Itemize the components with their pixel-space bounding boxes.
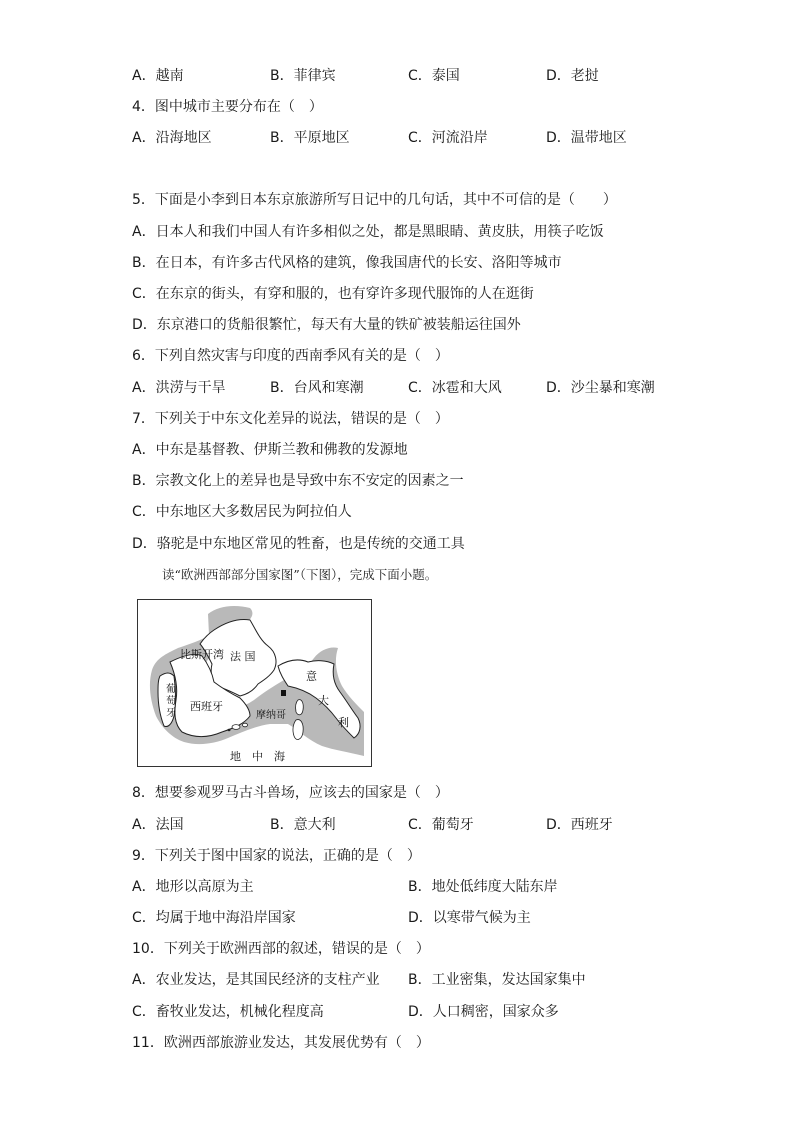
- q5-option-d: D．东京港口的货船很繁忙，每天有大量的铁矿被装船运往国外: [132, 317, 521, 333]
- q4-option-d: D．温带地区: [546, 130, 627, 146]
- q8-stem: 8．想要参观罗马古斗兽场，应该去的国家是（ ）: [132, 785, 449, 801]
- label-italy: 意: [306, 670, 317, 683]
- q9-stem: 9．下列关于图中国家的说法，正确的是（ ）: [132, 848, 421, 864]
- q6-stem: 6．下列自然灾害与印度的西南季风有关的是（ ）: [132, 348, 449, 364]
- label-italy: 利: [338, 716, 349, 729]
- q10-option-c: C．畜牧业发达，机械化程度高: [132, 1004, 324, 1020]
- corsica-shape: [296, 700, 304, 715]
- q10-option-d: D．人口稠密，国家众多: [408, 1004, 559, 1020]
- q8-option-c: C．葡萄牙: [408, 817, 474, 833]
- q6-option-d: D．沙尘暴和寒潮: [546, 380, 655, 396]
- q7-option-c: C．中东地区大多数居民为阿拉伯人: [132, 504, 352, 520]
- q4-option-b: B．平原地区: [270, 130, 350, 146]
- q5-option-b: B．在日本，有许多古代风格的建筑，像我国唐代的长安、洛阳等城市: [132, 255, 562, 271]
- label-monaco: 摩纳哥: [256, 710, 286, 721]
- q9-option-b: B．地处低纬度大陆东岸: [408, 879, 558, 895]
- q10-option-a: A．农业发达，是其国民经济的支柱产业: [132, 972, 380, 988]
- q8-option-d: D．西班牙: [546, 817, 613, 833]
- q6-option-b: B．台风和寒潮: [270, 380, 364, 396]
- label-portugal: 葡: [166, 684, 176, 695]
- label-portugal: 牙: [166, 708, 176, 719]
- q9-option-c: C．均属于地中海沿岸国家: [132, 910, 296, 926]
- label-italy: 大: [318, 694, 329, 707]
- label-france: 法 国: [230, 650, 256, 663]
- q5-option-a: A．日本人和我们中国人有许多相似之处，都是黑眼睛、黄皮肤，用筷子吃饭: [132, 224, 604, 240]
- q7-option-a: A．中东是基督教、伊斯兰教和佛教的发源地: [132, 442, 408, 458]
- q3-option-a: A．越南: [132, 68, 184, 84]
- q3-option-c: C．泰国: [408, 68, 460, 84]
- map-instruction: 读“欧洲西部部分国家图”（下图），完成下面小题。: [162, 567, 438, 582]
- q4-stem: 4．图中城市主要分布在（ ）: [132, 99, 323, 115]
- q11-stem: 11．欧洲西部旅游业发达，其发展优势有（ ）: [132, 1035, 430, 1051]
- q9-option-a: A．地形以高原为主: [132, 879, 254, 895]
- q5-option-c: C．在东京的街头，有穿和服的，也有穿许多现代服饰的人在逛街: [132, 286, 534, 302]
- q6-option-c: C．冰雹和大风: [408, 380, 502, 396]
- balearic-island: [232, 725, 240, 730]
- q7-stem: 7．下列关于中东文化差异的说法，错误的是（ ）: [132, 411, 449, 427]
- monaco-marker: [281, 690, 286, 696]
- label-biscay: 比斯开湾: [180, 648, 224, 661]
- q8-option-b: B．意大利: [270, 817, 336, 833]
- balearic-island: [243, 723, 248, 727]
- q9-option-d: D．以寒带气候为主: [408, 910, 531, 926]
- q3-option-b: B．菲律宾: [270, 68, 336, 84]
- q4-option-c: C．河流沿岸: [408, 130, 488, 146]
- q6-option-a: A．洪涝与干旱: [132, 380, 226, 396]
- europe-west-map: [137, 599, 372, 767]
- sardinia-shape: [293, 720, 303, 740]
- q7-option-b: B．宗教文化上的差异也是导致中东不安定的因素之一: [132, 473, 464, 489]
- q7-option-d: D．骆驼是中东地区常见的牲畜，也是传统的交通工具: [132, 536, 465, 552]
- q10-option-b: B．工业密集，发达国家集中: [408, 972, 586, 988]
- label-spain: 西班牙: [190, 700, 223, 713]
- balearic-island: [228, 729, 231, 731]
- q5-stem: 5．下面是小李到日本东京旅游所写日记中的几句话，其中不可信的是（ ）: [132, 192, 617, 208]
- q10-stem: 10．下列关于欧洲西部的叙述，错误的是（ ）: [132, 941, 430, 957]
- q3-option-d: D．老挝: [546, 68, 599, 84]
- label-mediterranean: 地 中 海: [230, 750, 285, 763]
- label-portugal: 萄: [166, 696, 176, 707]
- q4-option-a: A．沿海地区: [132, 130, 212, 146]
- q8-option-a: A．法国: [132, 817, 184, 833]
